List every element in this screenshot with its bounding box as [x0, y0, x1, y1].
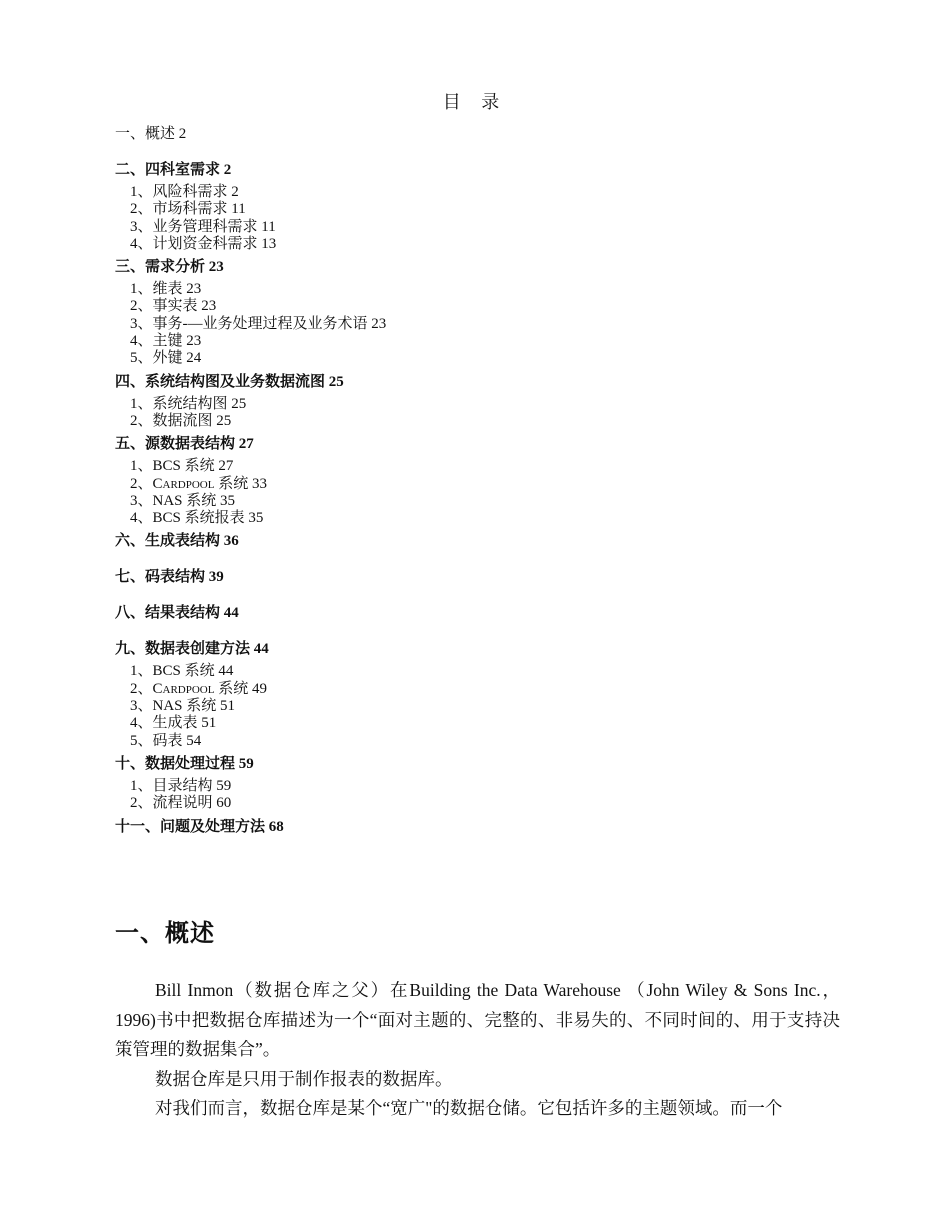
toc-entry-page: 44 — [220, 605, 239, 622]
toc-subentry[interactable] — [115, 333, 835, 350]
toc-entry-issues[interactable] — [115, 817, 835, 837]
toc-entry-label: 六、生成表结构 — [115, 533, 221, 550]
toc-subentry-label: 2、数据流图 — [130, 412, 213, 429]
toc-subentry-label: 4、计划资金科需求 — [130, 235, 258, 252]
toc-subentry-label: 5、码表 — [130, 732, 183, 749]
toc-subentry[interactable] — [115, 396, 835, 413]
toc-entry-label: 八、结果表结构 — [115, 605, 221, 622]
table-of-contents — [115, 124, 835, 837]
toc-subentry-page: 49 — [248, 680, 267, 697]
toc-subgroup — [115, 184, 835, 253]
toc-subentry[interactable] — [115, 778, 835, 795]
toc-subentry-page: 23 — [182, 333, 202, 350]
toc-subgroup — [115, 281, 835, 367]
toc-subentry-label: 1、目录结构 — [130, 777, 213, 794]
toc-title: 目 录 — [442, 92, 508, 112]
section-body — [115, 976, 840, 1124]
toc-entry-label: 十、数据处理过程 — [115, 755, 236, 772]
toc-subgroup — [115, 396, 835, 431]
toc-subentry-page: 44 — [214, 663, 234, 680]
toc-subentry-smallcaps: Cardpool — [152, 680, 215, 697]
toc-subentry[interactable] — [115, 715, 835, 732]
toc-subentry-page: 59 — [212, 777, 232, 794]
toc-subentry-label: 2、流程说明 — [130, 795, 213, 812]
toc-subentry-page: 35 — [216, 492, 236, 509]
toc-subentry-label: 2、市场科需求 — [130, 201, 228, 218]
toc-entry-label: 一、概述 — [115, 126, 176, 142]
toc-subentry-page: 51 — [197, 715, 217, 732]
toc-entry-code-tables[interactable] — [115, 567, 835, 587]
toc-entry-page: 39 — [205, 569, 224, 586]
toc-entry-label: 七、码表结构 — [115, 569, 206, 586]
toc-subentry-page: 11 — [257, 218, 276, 235]
toc-subentry-page: 60 — [212, 795, 232, 812]
toc-subentry-label: 3、NAS 系统 — [130, 492, 217, 509]
toc-subentry[interactable] — [115, 733, 835, 750]
toc-subentry-smallcaps: Cardpool — [152, 475, 215, 492]
toc-entry-page: 59 — [235, 755, 254, 772]
toc-entry-page: 2 — [220, 162, 232, 178]
toc-subentry-page: 23 — [182, 281, 202, 298]
toc-subentry-label: 4、主键 — [130, 333, 183, 350]
toc-entry-analysis[interactable] — [115, 257, 835, 277]
toc-subentry-page: 25 — [227, 395, 247, 412]
toc-subentry[interactable] — [115, 236, 835, 253]
toc-entry-label: 十一、问题及处理方法 — [115, 818, 266, 835]
toc-subentry[interactable] — [115, 350, 835, 367]
toc-subentry-page: 54 — [182, 732, 202, 749]
toc-subentry-label: 4、生成表 — [130, 715, 198, 732]
body-paragraph: 数据仓库是只用于制作报表的数据库。 — [155, 1068, 453, 1089]
toc-entry-data-processing[interactable] — [115, 754, 835, 774]
toc-subentry[interactable] — [115, 476, 835, 493]
toc-subentry-page: 13 — [257, 235, 277, 252]
toc-entry-system-structure[interactable] — [115, 372, 835, 392]
toc-entry-label: 九、数据表创建方法 — [115, 641, 251, 658]
toc-subgroup — [115, 778, 835, 813]
body-paragraph: 对我们而言，数据仓库是某个“宽广"的数据仓储。它包括许多的主题领域。而一个 — [155, 1098, 783, 1119]
toc-subentry[interactable] — [115, 281, 835, 298]
toc-entry-generated-tables[interactable] — [115, 531, 835, 551]
toc-entry-page: 2 — [175, 126, 187, 142]
toc-subentry[interactable] — [115, 201, 835, 218]
toc-subentry-label: 2、 — [130, 475, 153, 492]
toc-subentry-suffix: 系统 — [214, 680, 249, 697]
toc-subentry-label: 2、 — [130, 680, 153, 697]
toc-entry-label: 五、源数据表结构 — [115, 436, 236, 453]
toc-entry-page: 27 — [235, 436, 254, 453]
toc-entry-page: 68 — [265, 818, 284, 835]
toc-subentry[interactable] — [115, 458, 835, 475]
toc-entry-source-tables[interactable] — [115, 434, 835, 454]
toc-subentry[interactable] — [115, 681, 835, 698]
toc-subentry-page: 24 — [182, 350, 202, 367]
toc-entry-page: 23 — [205, 259, 224, 276]
toc-subentry[interactable] — [115, 663, 835, 680]
toc-subentry-page: 23 — [367, 315, 387, 332]
toc-subentry-label: 3、NAS 系统 — [130, 698, 217, 715]
toc-entry-overview[interactable] — [115, 124, 835, 144]
toc-subentry-label: 3、事务-—业务处理过程及业务术语 — [130, 315, 368, 332]
toc-subgroup — [115, 663, 835, 749]
toc-subentry-label: 4、BCS 系统报表 — [130, 510, 245, 527]
toc-subentry-page: 51 — [216, 698, 236, 715]
toc-subgroup — [115, 458, 835, 527]
toc-subentry-page: 27 — [214, 458, 234, 475]
section-heading: 一、概述 — [115, 921, 215, 947]
toc-subentry-label: 1、BCS 系统 — [130, 458, 215, 475]
toc-entry-page: 44 — [250, 641, 269, 658]
toc-subentry-label: 5、外键 — [130, 350, 183, 367]
toc-subentry-label: 1、风险科需求 — [130, 184, 228, 200]
toc-subentry[interactable] — [115, 298, 835, 315]
toc-entry-label: 二、四科室需求 — [115, 162, 221, 178]
toc-subentry-label: 1、系统结构图 — [130, 395, 228, 412]
toc-subentry-label: 1、BCS 系统 — [130, 663, 215, 680]
toc-subentry[interactable] — [115, 316, 835, 333]
toc-subentry-suffix: 系统 — [214, 475, 249, 492]
toc-subentry-label: 3、业务管理科需求 — [130, 218, 258, 235]
toc-subentry-page: 33 — [248, 475, 267, 492]
toc-subentry[interactable] — [115, 493, 835, 510]
toc-subentry[interactable] — [115, 413, 835, 430]
toc-subentry-label: 1、维表 — [130, 281, 183, 298]
toc-entry-label: 三、需求分析 — [115, 259, 206, 276]
toc-entry-page: 25 — [325, 373, 344, 390]
toc-entry-requirements[interactable] — [115, 160, 835, 180]
toc-subentry-page: 23 — [197, 298, 217, 315]
toc-subentry[interactable] — [115, 795, 835, 812]
toc-subentry-label: 2、事实表 — [130, 298, 198, 315]
toc-entry-result-tables[interactable] — [115, 603, 835, 623]
toc-subentry-page: 25 — [212, 412, 232, 429]
toc-subentry[interactable] — [115, 698, 835, 715]
body-paragraph: Bill Inmon（数据仓库之父）在Building the Data Warehouse （John Wiley & Sons Inc.， 1996)书中把数据仓库描述为一个“面对主题的、完整的、非易失的、不同时间的、用于支持决策管理的数据集合”。 — [115, 980, 840, 1060]
toc-subentry-page: 35 — [244, 510, 264, 527]
toc-entry-page: 36 — [220, 533, 239, 550]
toc-subentry-page: 11 — [227, 201, 246, 218]
toc-subentry[interactable] — [115, 184, 835, 201]
toc-entry-table-creation[interactable] — [115, 639, 835, 659]
toc-subentry[interactable] — [115, 219, 835, 236]
toc-entry-label: 四、系统结构图及业务数据流图 — [115, 373, 326, 390]
toc-subentry-page: 2 — [227, 184, 239, 200]
toc-subentry[interactable] — [115, 510, 835, 527]
